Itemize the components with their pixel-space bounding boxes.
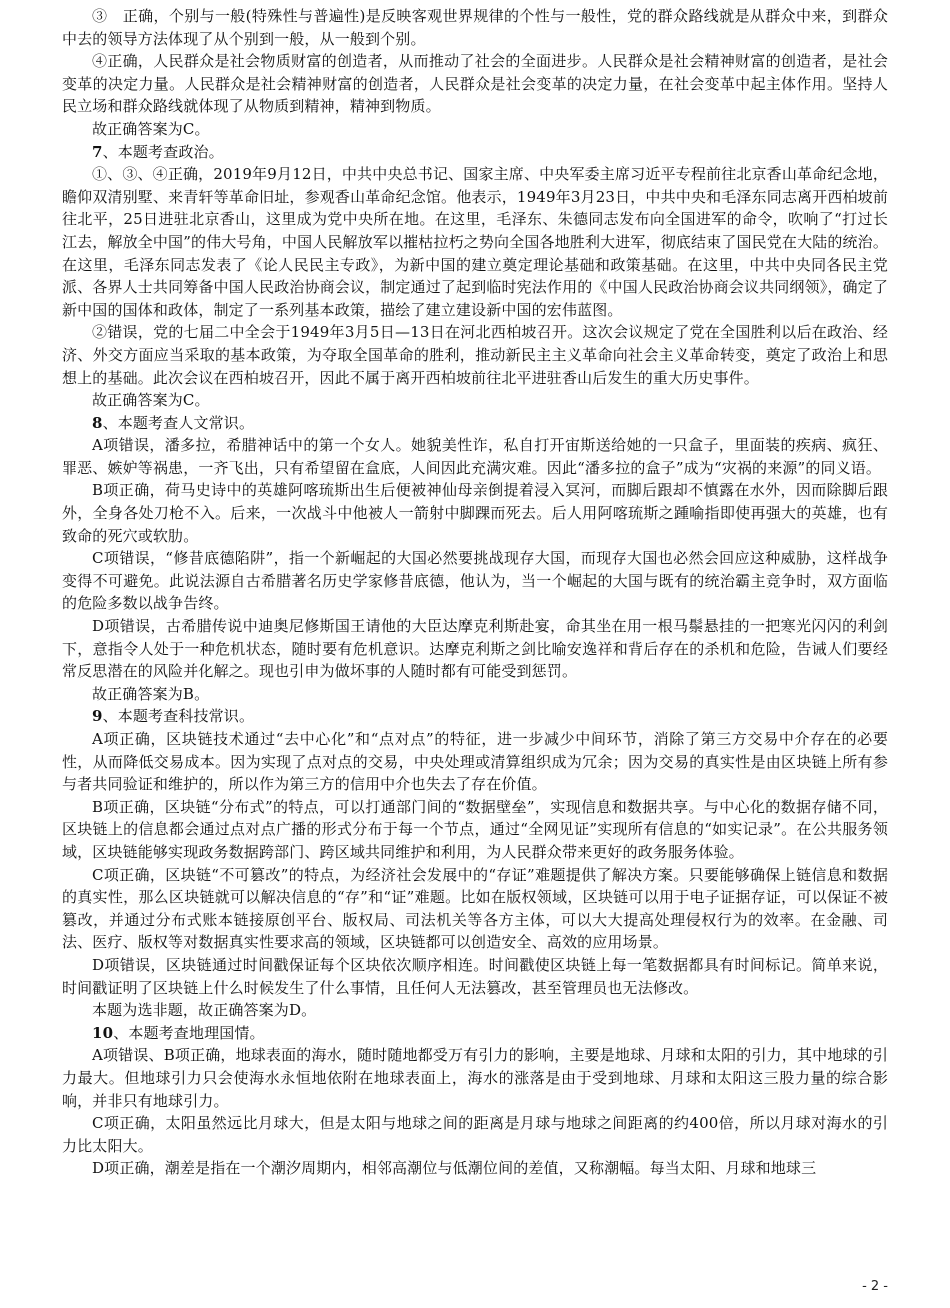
paragraph: ②错误，党的七届二中全会于1949年3月5日—13日在河北西柏坡召开。这次会议规定了党在全国胜利以后在政治、经济、外交方面应当采取的基本政策，为夺取全国革命的胜利，推动新民主主义革命向社会主义革命转变，奠定了政治上和思想上的基础。此次会议在西柏坡召开，因此不属于离开西柏坡前往北平进驻香山后发生的重大历史事件。 (62, 323, 888, 387)
paragraph: A项正确，区块链技术通过“去中心化”和“点对点”的特征，进一步减少中间环节，消除了第三方交易中介存在的必要性，从而降低交易成本。因为实现了点对点的交易，中央处理或清算组织成为冗余；因为交易的真实性是由区块链上所有参与者共同验证和维护的，所以作为第三方的信用中介也失去了存在价值。 (62, 730, 888, 794)
question-number: 10 (92, 1023, 114, 1042)
question-heading-text: 、本题考查人文常识。 (102, 413, 255, 432)
paragraph: B项正确，区块链“分布式”的特点，可以打通部门间的“数据壁垒”，实现信息和数据共享。与中心化的数据存储不同，区块链上的信息都会通过点对点广播的形式分布于每一个节点，通过“全网见证”实现所有信息的“如实记录”。在公共服务领域，区块链能够实现政务数据跨部门、跨区域共同维护和利用，为人民群众带来更好的政务服务体验。 (62, 797, 888, 861)
question-heading-text: 、本题考查政治。 (102, 142, 224, 161)
paragraph: D项正确，潮差是指在一个潮汐周期内，相邻高潮位与低潮位间的差值，又称潮幅。每当太阳、月球和地球三 (92, 1159, 817, 1178)
question-heading (62, 412, 888, 435)
document-page (62, 5, 888, 1180)
question-number: 7 (92, 142, 103, 161)
paragraph: 故正确答案为B。 (92, 684, 210, 703)
question-heading (62, 141, 888, 164)
page-number: - 2 - (862, 1279, 888, 1294)
paragraph: C项正确，太阳虽然远比月球大，但是太阳与地球之间的距离是月球与地球之间距离的约400倍，所以月球对海水的引力比太阳大。 (62, 1114, 888, 1155)
paragraph: C项正确，区块链“不可篡改”的特点，为经济社会发展中的“存证”难题提供了解决方案。只要能够确保上链信息和数据的真实性，那么区块链就可以解决信息的“存”和“证”难题。比如在版权领域，区块链可以用于电子证据存证，可以保证不被篡改，并通过分布式账本链接原创平台、版权局、司法机关等各方主体，可以大大提高处理侵权行为的效率。在金融、司法、医疗、版权等对数据真实性要求高的领域，区块链都可以创造安全、高效的应用场景。 (62, 865, 888, 952)
paragraph: 故正确答案为C。 (92, 119, 210, 138)
paragraph: A项错误、B项正确，地球表面的海水，随时随地都受万有引力的影响，主要是地球、月球和太阳的引力，其中地球的引力最大。但地球引力只会使海水永恒地依附在地球表面上，海水的涨落是由于受到地球、月球和太阳这三股力量的综合影响，并非只有地球引力。 (62, 1046, 888, 1110)
paragraph: 本题为选非题，故正确答案为D。 (92, 1001, 317, 1020)
paragraph: ①、③、④正确，2019年9月12日，中共中央总书记、国家主席、中央军委主席习近平专程前往北京香山革命纪念地，瞻仰双清别墅、来青轩等革命旧址，参观香山革命纪念馆。他表示，1949年3月23日，中共中央和毛泽东同志离开西柏坡前往北平，25日进驻北京香山，这里成为党中央所在地。在这里，毛泽东、朱德同志发布向全国进军的命令，吹响了“打过长江去，解放全中国”的伟大号角，中国人民解放军以摧枯拉朽之势向全国各地胜利大进军，彻底结束了国民党在大陆的统治。在这里，毛泽东同志发表了《论人民民主专政》，为新中国的建立奠定理论基础和政策基础。在这里，中共中央同各民主党派、各界人士共同筹备中国人民政治协商会议，制定通过了起到临时宪法作用的《中国人民政治协商会议共同纲领》，确定了新中国的国体和政体，制定了一系列基本政策，描绘了建立建设新中国的宏伟蓝图。 (62, 165, 888, 319)
question-heading (62, 705, 888, 728)
question-number: 8 (92, 413, 103, 432)
paragraph: 故正确答案为C。 (92, 391, 210, 410)
paragraph: A项错误，潘多拉，希腊神话中的第一个女人。她貌美性诈，私自打开宙斯送给她的一只盒子，里面装的疾病、疯狂、罪恶、嫉妒等祸患，一齐飞出，只有希望留在盒底，人间因此充满灾难。因此“潘多拉的盒子”成为“灾祸的来源”的同义语。 (62, 436, 888, 477)
question-heading (62, 1022, 888, 1045)
question-number: 9 (92, 707, 103, 726)
question-heading-text: 、本题考查科技常识。 (102, 707, 255, 726)
paragraph: ③ 正确，个别与一般(特殊性与普遍性)是反映客观世界规律的个性与一般性，党的群众路线就是从群众中来，到群众中去的领导方法体现了从个别到一般，从一般到个别。 (62, 7, 888, 48)
question-heading-text: 、本题考查地理国情。 (113, 1023, 265, 1042)
paragraph: C项错误，“修昔底德陷阱”，指一个新崛起的大国必然要挑战现存大国，而现存大国也必然会回应这种威胁，这样战争变得不可避免。此说法源自古希腊著名历史学家修昔底德，他认为，当一个崛起的大国与既有的统治霸主竞争时，双方面临的危险多数以战争告终。 (62, 549, 888, 613)
paragraph: D项错误，区块链通过时间戳保证每个区块依次顺序相连。时间戳使区块链上每一笔数据都具有时间标记。简单来说，时间戳证明了区块链上什么时候发生了什么事情，且任何人无法篡改，甚至管理员也无法修改。 (62, 955, 888, 997)
paragraph: ④正确，人民群众是社会物质财富的创造者，从而推动了社会的全面进步。人民群众是社会精神财富的创造者，是社会变革的决定力量。人民群众是社会精神财富的创造者，人民群众是社会变革的决定力量，在社会变革中起主体作用。坚持人民立场和群众路线就体现了从物质到精神，精神到物质。 (62, 52, 888, 116)
paragraph: D项错误，古希腊传说中迪奥尼修斯国王请他的大臣达摩克利斯赴宴，命其坐在用一根马鬃悬挂的一把寒光闪闪的利剑下，意指令人处于一种危机状态，随时要有危机意识。达摩克利斯之剑比喻安逸祥和背后存在的杀机和危险，告诫人们要经常反思潜在的风险并化解之。现也引申为做坏事的人随时都有可能受到惩罚。 (62, 617, 888, 681)
paragraph: B项正确，荷马史诗中的英雄阿喀琉斯出生后便被神仙母亲倒提着浸入冥河，而脚后跟却不慎露在水外，因而除脚后跟外，全身各处刀枪不入。后来，一次战斗中他被人一箭射中脚踝而死去。后人用阿喀琉斯之踵喻指即使再强大的英雄，也有致命的死穴或软肋。 (62, 481, 888, 545)
